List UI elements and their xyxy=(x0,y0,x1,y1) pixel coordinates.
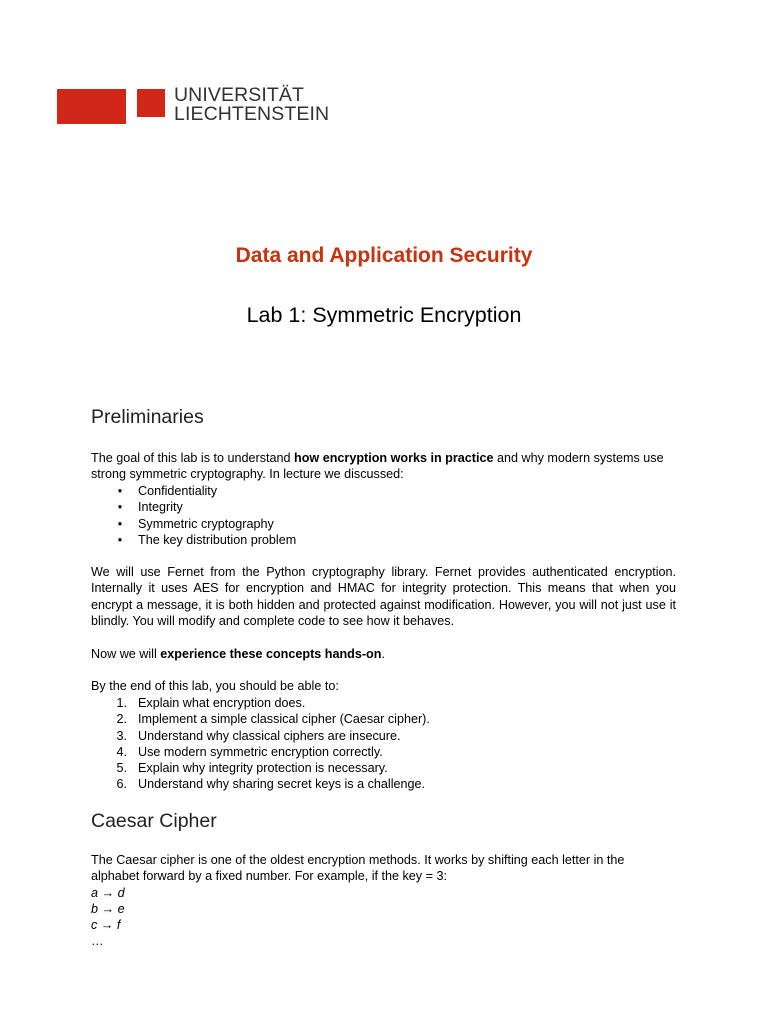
logo-bar-icon xyxy=(57,89,126,124)
bullet-icon: • xyxy=(117,516,123,531)
bullet-icon: • xyxy=(117,532,123,547)
caesar-heading: Caesar Cipher xyxy=(91,810,217,832)
logo-line-2: LIECHTENSTEIN xyxy=(174,103,330,125)
lab-title: Lab 1: Symmetric Encryption xyxy=(246,303,522,327)
list-number: 2. xyxy=(116,712,127,727)
list-number: 4. xyxy=(116,744,127,759)
intro-text-before: The goal of this lab is to understand xyxy=(91,451,295,465)
list-item xyxy=(91,744,676,760)
goals-list xyxy=(91,695,676,793)
topics-list xyxy=(91,483,676,548)
topic-label: Confidentiality xyxy=(138,484,218,498)
example-line: b → e xyxy=(91,902,125,916)
handson-text-before: Now we will xyxy=(91,647,161,661)
list-item xyxy=(91,728,676,744)
list-item xyxy=(91,711,676,727)
logo-line-1: UNIVERSITÄT xyxy=(174,84,305,106)
list-item xyxy=(91,760,676,776)
example-line: c → f xyxy=(91,918,121,932)
goals-intro: By the end of this lab, you should be able to: xyxy=(91,679,339,693)
goal-label: Explain what encryption does. xyxy=(138,696,306,710)
handson-text-bold: experience these concepts hands-on xyxy=(160,647,382,661)
list-number: 6. xyxy=(116,777,127,792)
goal-label: Explain why integrity protection is necessary. xyxy=(138,761,388,776)
list-item xyxy=(91,499,676,515)
goal-label: Use modern symmetric encryption correctly. xyxy=(138,744,383,759)
logo-text xyxy=(174,86,329,124)
list-number: 3. xyxy=(116,728,127,743)
fernet-paragraph: We will use Fernet from the Python cryptography library. Fernet provides authenticated encryption. Internally it uses AES for encryption and HMAC for integrity protection. This means that when you encrypt a message, it is both hidden and protected against modification. However, you will not just use it blindly. You will modify and complete code to see how it behaves. xyxy=(91,565,676,628)
logo-square-icon xyxy=(137,89,165,117)
goal-label: Understand why classical ciphers are insecure. xyxy=(138,728,401,743)
list-item xyxy=(91,516,676,532)
example-line: a → d xyxy=(91,886,125,900)
list-item xyxy=(91,483,676,499)
handson-paragraph xyxy=(91,646,676,662)
list-item xyxy=(91,695,676,711)
list-item xyxy=(91,532,676,548)
intro-text-after: and why modern systems use strong symmetric cryptography. In lecture we discussed: xyxy=(91,451,664,482)
list-number: 5. xyxy=(116,761,127,776)
list-item xyxy=(91,776,676,792)
list-number: 1. xyxy=(116,696,127,710)
topic-label: The key distribution problem xyxy=(138,532,297,547)
intro-paragraph xyxy=(91,450,676,483)
topic-label: Integrity xyxy=(138,500,183,515)
example-ellipsis: … xyxy=(91,934,104,948)
goal-label: Implement a simple classical cipher (Caesar cipher). xyxy=(138,712,430,727)
bullet-icon: • xyxy=(117,484,123,498)
course-title: Data and Application Security xyxy=(235,244,533,267)
caesar-paragraph: The Caesar cipher is one of the oldest encryption methods. It works by shifting each letter in the alphabet forward by a fixed number. For example, if the key = 3: xyxy=(91,853,625,884)
topic-label: Symmetric cryptography xyxy=(138,516,274,531)
goal-label: Understand why sharing secret keys is a challenge. xyxy=(138,777,426,792)
preliminaries-heading: Preliminaries xyxy=(91,406,204,428)
handson-text-after: . xyxy=(381,647,385,661)
intro-text-bold: how encryption works in practice xyxy=(294,451,494,465)
bullet-icon: • xyxy=(117,500,123,515)
